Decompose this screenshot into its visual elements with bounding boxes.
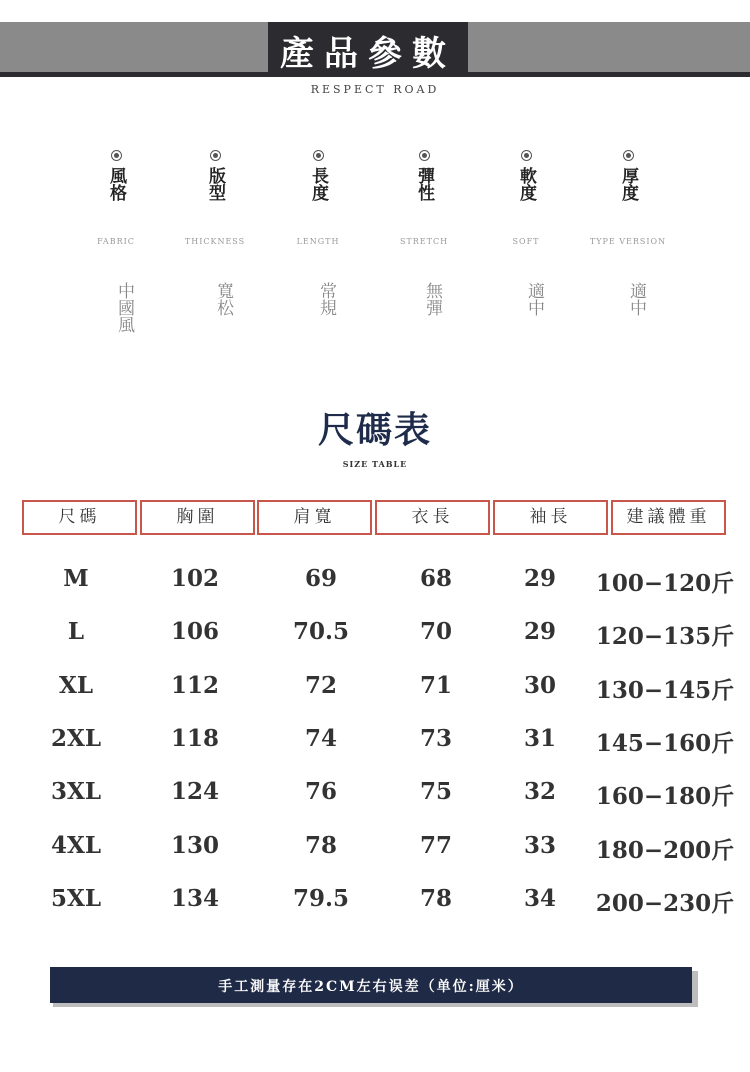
table-cell: 134 bbox=[170, 885, 219, 912]
table-cell: 79.5 bbox=[292, 885, 350, 912]
param-name: 風格 bbox=[106, 167, 126, 201]
table-cell: M bbox=[63, 565, 89, 592]
param-value: 寬松 bbox=[213, 282, 233, 316]
param-name: 軟度 bbox=[516, 167, 536, 201]
size-table-title: 尺碼表 bbox=[317, 409, 432, 451]
table-header-cell: 肩寬 bbox=[257, 500, 372, 535]
table-cell: 4XL bbox=[50, 832, 102, 859]
table-cell: 78 bbox=[419, 885, 452, 912]
table-cell: 69 bbox=[304, 565, 337, 592]
table-cell: 73 bbox=[419, 725, 452, 752]
table-cell: 2XL bbox=[50, 725, 102, 752]
param-english-label: STRETCH bbox=[399, 237, 449, 246]
radio-dot-icon bbox=[521, 150, 532, 161]
param-name: 版型 bbox=[205, 167, 225, 201]
table-cell: L bbox=[67, 618, 85, 645]
table-header-cell: 尺碼 bbox=[22, 500, 137, 535]
param-column bbox=[71, 150, 161, 201]
radio-dot-icon bbox=[313, 150, 324, 161]
param-value: 適中 bbox=[524, 282, 544, 316]
param-value: 適中 bbox=[626, 282, 646, 316]
table-cell: 112 bbox=[170, 672, 219, 699]
radio-dot-icon bbox=[111, 150, 122, 161]
param-column bbox=[170, 150, 260, 201]
table-cell: 68 bbox=[419, 565, 452, 592]
param-value: 中國風 bbox=[114, 282, 134, 333]
table-cell: 30 bbox=[523, 672, 556, 699]
table-cell: 5XL bbox=[50, 885, 102, 912]
param-name: 彈性 bbox=[414, 167, 434, 201]
size-table-subtitle: SIZE TABLE bbox=[342, 459, 408, 469]
page-title: 產品參數 bbox=[280, 34, 456, 74]
table-header-cell: 袖長 bbox=[493, 500, 608, 535]
param-column bbox=[379, 150, 469, 201]
table-cell: 106 bbox=[170, 618, 219, 645]
table-cell: 34 bbox=[523, 885, 556, 912]
table-cell: 130−145斤 bbox=[595, 677, 735, 704]
radio-dot-icon bbox=[623, 150, 634, 161]
table-cell: 118 bbox=[170, 725, 219, 752]
page-subtitle: RESPECT ROAD bbox=[310, 83, 440, 96]
param-column bbox=[481, 150, 571, 201]
table-cell: 76 bbox=[304, 778, 337, 805]
radio-dot-icon bbox=[419, 150, 430, 161]
table-cell: 100−120斤 bbox=[595, 570, 735, 597]
param-english-label: FABRIC bbox=[97, 237, 135, 246]
table-header-cell: 建議體重 bbox=[611, 500, 726, 535]
radio-dot-icon bbox=[210, 150, 221, 161]
table-cell: 78 bbox=[304, 832, 337, 859]
param-value: 常規 bbox=[316, 282, 336, 316]
table-cell: 124 bbox=[170, 778, 219, 805]
table-cell: 33 bbox=[523, 832, 556, 859]
table-cell: XL bbox=[58, 672, 94, 699]
table-cell: 70.5 bbox=[292, 618, 350, 645]
table-cell: 72 bbox=[304, 672, 337, 699]
param-column bbox=[273, 150, 363, 201]
table-cell: 145−160斤 bbox=[595, 730, 735, 757]
table-cell: 31 bbox=[523, 725, 556, 752]
table-cell: 3XL bbox=[50, 778, 102, 805]
table-cell: 200−230斤 bbox=[595, 890, 735, 917]
param-name: 厚度 bbox=[618, 167, 638, 201]
table-header-cell: 胸圍 bbox=[140, 500, 255, 535]
table-cell: 70 bbox=[419, 618, 452, 645]
table-cell: 29 bbox=[523, 618, 556, 645]
table-cell: 180−200斤 bbox=[595, 837, 735, 864]
table-cell: 120−135斤 bbox=[595, 623, 735, 650]
table-cell: 102 bbox=[170, 565, 219, 592]
param-english-label: LENGTH bbox=[296, 237, 340, 246]
param-english-label: SOFT bbox=[512, 237, 540, 246]
table-cell: 29 bbox=[523, 565, 556, 592]
table-header-cell: 衣長 bbox=[375, 500, 490, 535]
param-english-label: TYPE VERSION bbox=[589, 237, 667, 246]
table-cell: 130 bbox=[170, 832, 219, 859]
table-cell: 77 bbox=[419, 832, 452, 859]
param-english-label: THICKNESS bbox=[184, 237, 246, 246]
table-cell: 32 bbox=[523, 778, 556, 805]
table-cell: 71 bbox=[419, 672, 452, 699]
table-cell: 160−180斤 bbox=[595, 783, 735, 810]
table-cell: 74 bbox=[304, 725, 337, 752]
table-cell: 75 bbox=[419, 778, 452, 805]
param-column bbox=[583, 150, 673, 201]
param-value: 無彈 bbox=[422, 282, 442, 316]
param-name: 長度 bbox=[308, 167, 328, 201]
measurement-note: 手工測量存在2CM左右误差（单位:厘米） bbox=[218, 979, 524, 995]
